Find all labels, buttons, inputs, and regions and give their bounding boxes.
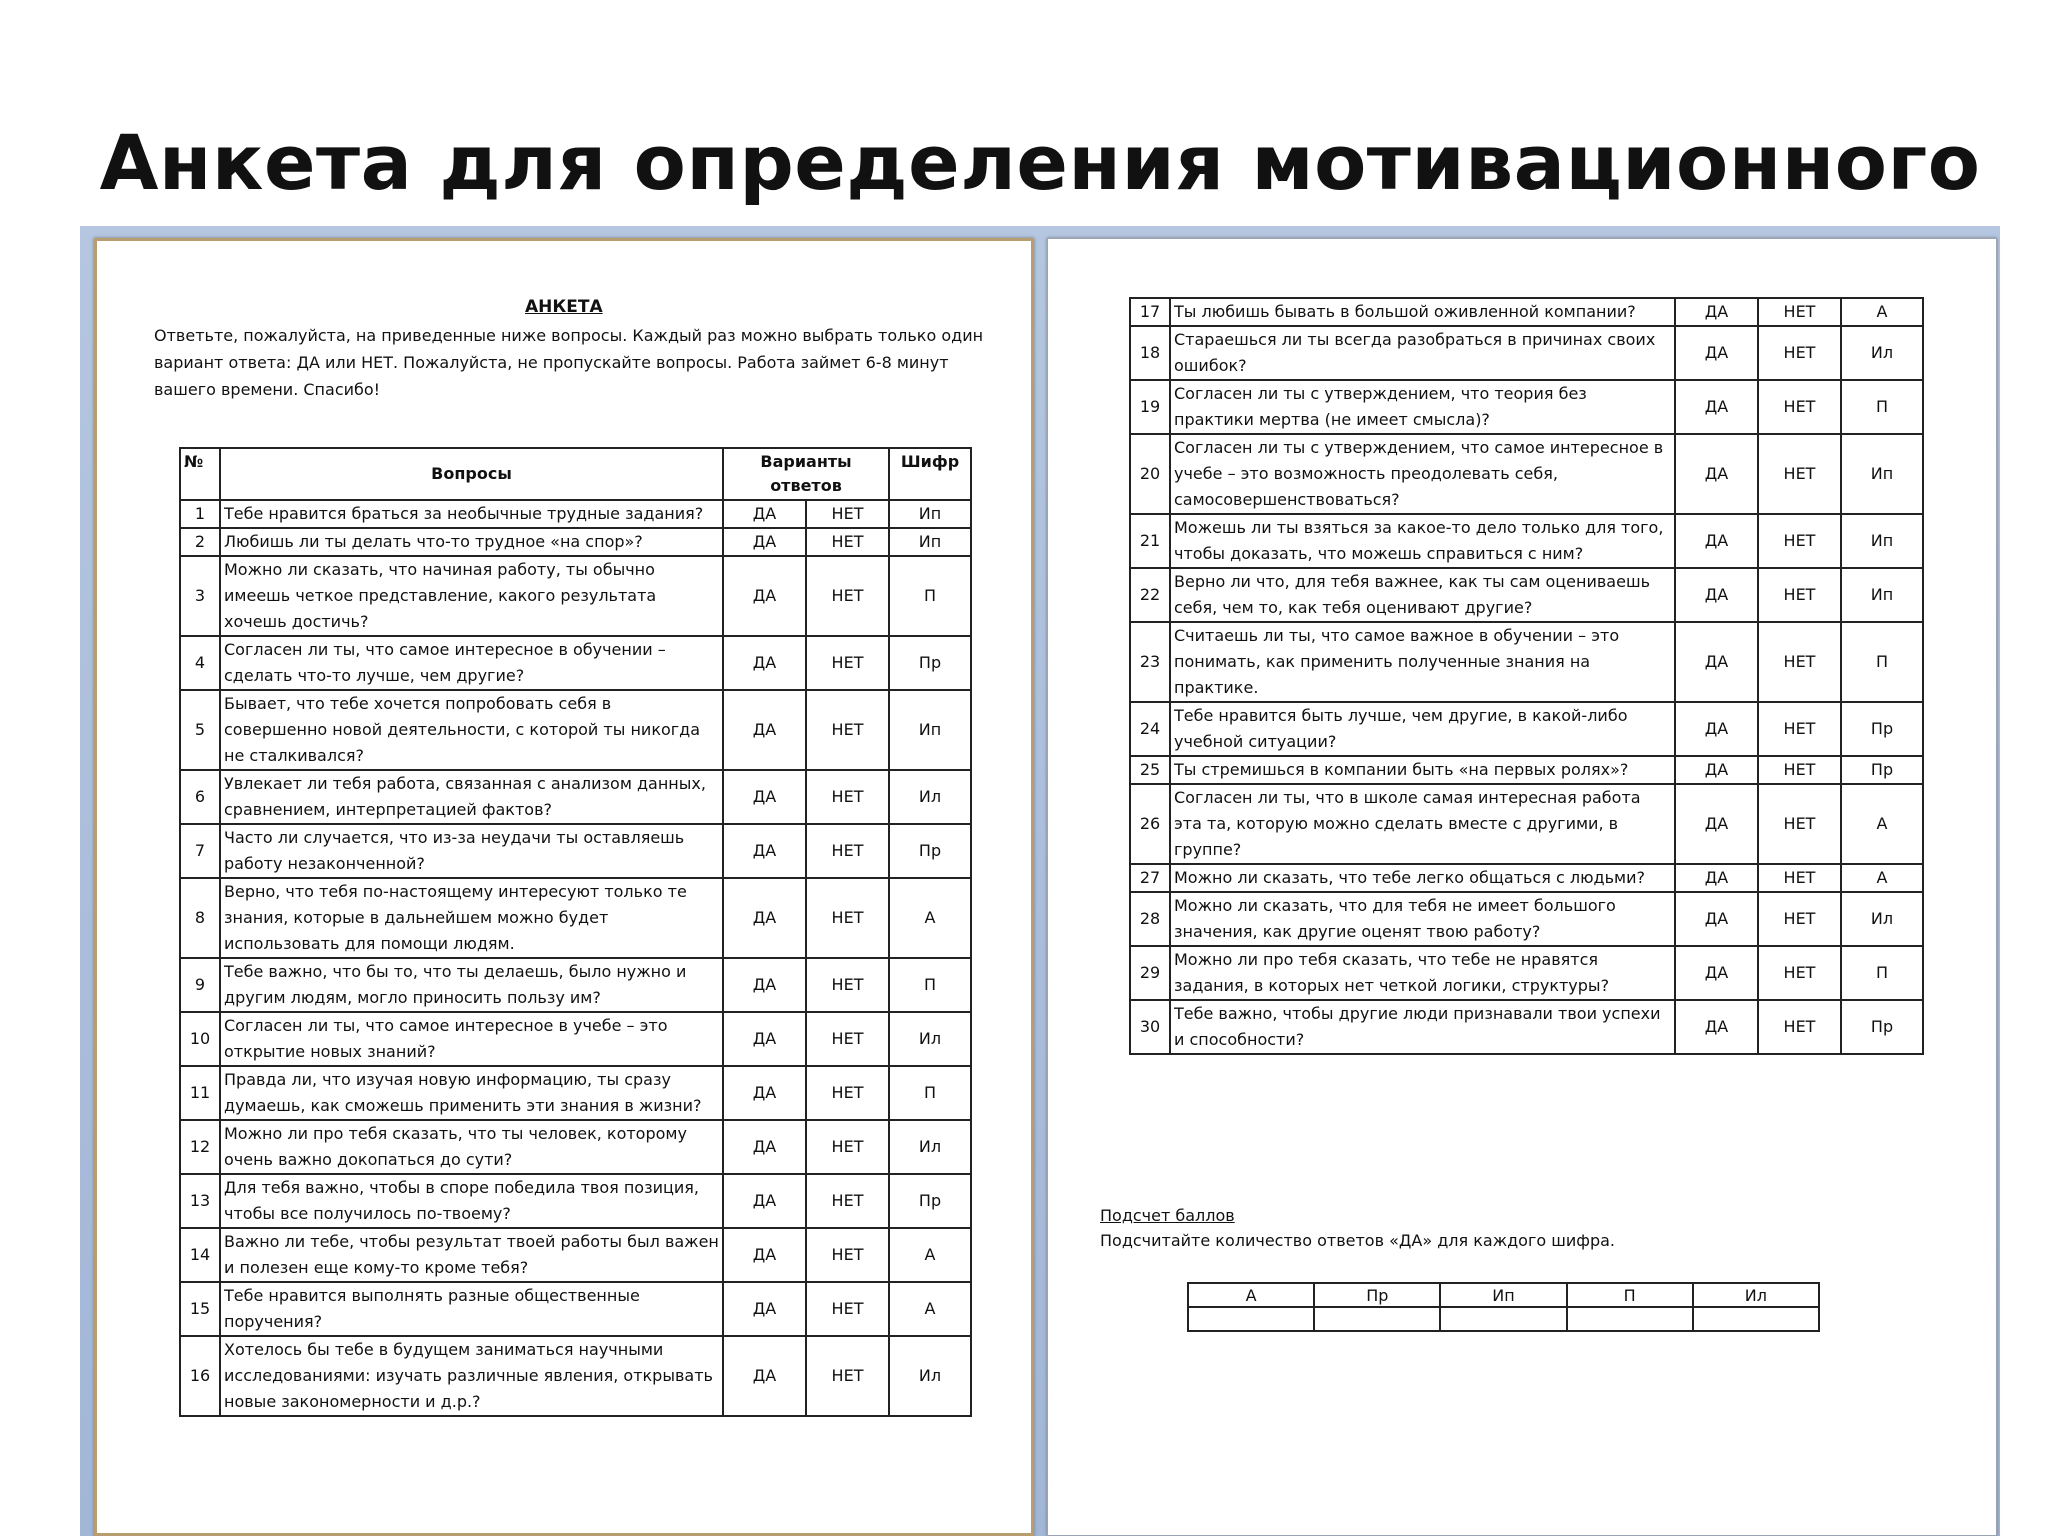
questions-body-right <box>1130 298 1923 1054</box>
answer-yes[interactable]: ДА <box>723 1066 806 1120</box>
question-number: 1 <box>180 500 220 528</box>
answer-yes[interactable]: ДА <box>723 636 806 690</box>
answer-yes[interactable]: ДА <box>723 690 806 770</box>
question-text: Ты стремишься в компании быть «на первых ролях»? <box>1170 756 1675 784</box>
question-text: Ты любишь бывать в большой оживленной компании? <box>1170 298 1675 326</box>
answer-no[interactable]: НЕТ <box>1758 784 1841 864</box>
answer-yes[interactable]: ДА <box>723 1282 806 1336</box>
question-row <box>180 958 971 1012</box>
question-code: П <box>1841 380 1923 434</box>
question-code: Пр <box>1841 1000 1923 1054</box>
question-row <box>180 690 971 770</box>
answer-yes[interactable]: ДА <box>1675 568 1758 622</box>
slide-title: Анкета для определения мотивационного <box>99 118 1981 207</box>
question-row <box>180 1336 971 1416</box>
answer-yes[interactable]: ДА <box>723 1228 806 1282</box>
answer-yes[interactable]: ДА <box>1675 946 1758 1000</box>
answer-no[interactable]: НЕТ <box>1758 622 1841 702</box>
scoring-code-cell: П <box>1567 1283 1693 1307</box>
question-number: 10 <box>180 1012 220 1066</box>
question-row <box>1130 434 1923 514</box>
answer-no[interactable]: НЕТ <box>806 1120 889 1174</box>
question-row <box>1130 326 1923 380</box>
answer-no[interactable]: НЕТ <box>806 1066 889 1120</box>
question-row <box>1130 622 1923 702</box>
question-number: 24 <box>1130 702 1170 756</box>
answer-yes[interactable]: ДА <box>1675 756 1758 784</box>
header-questions: Вопросы <box>220 448 723 500</box>
question-text: Часто ли случается, что из-за неудачи ты оставляешь работу незаконченной? <box>220 824 723 878</box>
question-text: Можно ли про тебя сказать, что тебе не нравятся задания, в которых нет четкой логики, структуры? <box>1170 946 1675 1000</box>
question-text: Бывает, что тебе хочется попробовать себя в совершенно новой деятельности, с которой ты никогда не сталкивался? <box>220 690 723 770</box>
answer-no[interactable]: НЕТ <box>1758 892 1841 946</box>
answer-yes[interactable]: ДА <box>723 878 806 958</box>
question-number: 20 <box>1130 434 1170 514</box>
answer-yes[interactable]: ДА <box>1675 622 1758 702</box>
answer-no[interactable]: НЕТ <box>806 556 889 636</box>
question-row <box>180 1174 971 1228</box>
question-text: Верно, что тебя по-настоящему интересуют только те знания, которые в дальнейшем можно будет использовать для помощи людям. <box>220 878 723 958</box>
answer-yes[interactable]: ДА <box>1675 380 1758 434</box>
question-code: Ил <box>889 1336 971 1416</box>
question-number: 7 <box>180 824 220 878</box>
question-text: Хотелось бы тебе в будущем заниматься научными исследованиями: изучать различные явления, открывать новые закономерности и д.р.? <box>220 1336 723 1416</box>
answer-no[interactable]: НЕТ <box>1758 946 1841 1000</box>
answer-no[interactable]: НЕТ <box>806 1174 889 1228</box>
answer-no[interactable]: НЕТ <box>1758 1000 1841 1054</box>
question-number: 26 <box>1130 784 1170 864</box>
answer-no[interactable]: НЕТ <box>1758 380 1841 434</box>
question-code: А <box>889 878 971 958</box>
question-number: 29 <box>1130 946 1170 1000</box>
answer-yes[interactable]: ДА <box>723 1120 806 1174</box>
answer-yes[interactable]: ДА <box>1675 864 1758 892</box>
question-code: А <box>889 1228 971 1282</box>
question-number: 21 <box>1130 514 1170 568</box>
question-text: Правда ли, что изучая новую информацию, ты сразу думаешь, как сможешь применить эти знания в жизни? <box>220 1066 723 1120</box>
question-code: П <box>889 1066 971 1120</box>
scoring-count-cell[interactable] <box>1567 1307 1693 1331</box>
question-row <box>180 1066 971 1120</box>
question-code: Пр <box>889 824 971 878</box>
question-number: 30 <box>1130 1000 1170 1054</box>
question-row <box>1130 568 1923 622</box>
question-code: Ил <box>889 1120 971 1174</box>
questionnaire-heading: АНКЕТА <box>525 297 603 317</box>
question-code: А <box>889 1282 971 1336</box>
question-number: 23 <box>1130 622 1170 702</box>
question-row <box>1130 892 1923 946</box>
question-number: 17 <box>1130 298 1170 326</box>
scoring-header-row <box>1188 1283 1819 1307</box>
question-text: Можно ли сказать, что начиная работу, ты обычно имеешь четкое представление, какого результата хочешь достичь? <box>220 556 723 636</box>
question-code: П <box>1841 946 1923 1000</box>
question-number: 19 <box>1130 380 1170 434</box>
question-number: 13 <box>180 1174 220 1228</box>
question-row <box>1130 380 1923 434</box>
scoring-code-cell: А <box>1188 1283 1314 1307</box>
question-number: 5 <box>180 690 220 770</box>
question-text: Тебе важно, чтобы другие люди признавали твои успехи и способности? <box>1170 1000 1675 1054</box>
question-text: Согласен ли ты, что самое интересное в учебе – это открытие новых знаний? <box>220 1012 723 1066</box>
answer-yes[interactable]: ДА <box>723 556 806 636</box>
question-code: А <box>1841 864 1923 892</box>
question-row <box>180 824 971 878</box>
question-number: 8 <box>180 878 220 958</box>
answer-no[interactable]: НЕТ <box>806 958 889 1012</box>
question-number: 27 <box>1130 864 1170 892</box>
question-text: Тебе нравится браться за необычные трудные задания? <box>220 500 723 528</box>
question-number: 18 <box>1130 326 1170 380</box>
question-text: Согласен ли ты с утверждением, что самое интересное в учебе – это возможность преодолевать себя, самосовершенствоваться? <box>1170 434 1675 514</box>
answer-no[interactable]: НЕТ <box>1758 702 1841 756</box>
question-row <box>1130 514 1923 568</box>
answer-yes[interactable]: ДА <box>1675 702 1758 756</box>
question-text: Важно ли тебе, чтобы результат твоей работы был важен и полезен еще кому-то кроме тебя? <box>220 1228 723 1282</box>
answer-yes[interactable]: ДА <box>723 1012 806 1066</box>
question-code: П <box>1841 622 1923 702</box>
question-row <box>180 500 971 528</box>
question-number: 9 <box>180 958 220 1012</box>
questionnaire-intro: Ответьте, пожалуйста, на приведенные ниже вопросы. Каждый раз можно выбрать только один вариант ответа: ДА или НЕТ. Пожалуйста, не пропускайте вопросы. Работа займет 6-8 минут вашего времени. Спасибо! <box>154 326 984 399</box>
question-number: 6 <box>180 770 220 824</box>
answer-no[interactable]: НЕТ <box>1758 756 1841 784</box>
question-text: Для тебя важно, чтобы в споре победила твоя позиция, чтобы все получилось по-твоему? <box>220 1174 723 1228</box>
answer-no[interactable]: НЕТ <box>1758 434 1841 514</box>
question-code: Ип <box>1841 514 1923 568</box>
question-number: 12 <box>180 1120 220 1174</box>
question-row <box>180 1012 971 1066</box>
question-number: 3 <box>180 556 220 636</box>
scoring-count-cell[interactable] <box>1188 1307 1314 1331</box>
question-text: Согласен ли ты, что в школе самая интересная работа эта та, которую можно сделать вместе с другими, в группе? <box>1170 784 1675 864</box>
header-answers: Варианты ответов <box>723 448 889 500</box>
scoring-count-cell[interactable] <box>1440 1307 1566 1331</box>
question-text: Согласен ли ты, что самое интересное в обучении – сделать что-то лучше, чем другие? <box>220 636 723 690</box>
question-text: Считаешь ли ты, что самое важное в обучении – это понимать, как применить полученные знания на практике. <box>1170 622 1675 702</box>
header-code: Шифр <box>889 448 971 500</box>
question-row <box>1130 946 1923 1000</box>
question-number: 22 <box>1130 568 1170 622</box>
scoring-count-cell[interactable] <box>1314 1307 1440 1331</box>
answer-no[interactable]: НЕТ <box>806 690 889 770</box>
answer-yes[interactable]: ДА <box>723 528 806 556</box>
question-row <box>1130 784 1923 864</box>
question-text: Можно ли сказать, что тебе легко общаться с людьми? <box>1170 864 1675 892</box>
answer-no[interactable]: НЕТ <box>806 1012 889 1066</box>
question-number: 15 <box>180 1282 220 1336</box>
question-code: Ил <box>1841 892 1923 946</box>
answer-yes[interactable]: ДА <box>1675 434 1758 514</box>
answer-no[interactable]: НЕТ <box>806 1336 889 1416</box>
question-row <box>180 770 971 824</box>
questions-table-right <box>1129 297 1924 1055</box>
answer-yes[interactable]: ДА <box>1675 514 1758 568</box>
scoring-code-cell: Ил <box>1693 1283 1819 1307</box>
answer-no[interactable]: НЕТ <box>1758 864 1841 892</box>
question-text: Согласен ли ты с утверждением, что теория без практики мертва (не имеет смысла)? <box>1170 380 1675 434</box>
question-number: 11 <box>180 1066 220 1120</box>
answer-no[interactable]: НЕТ <box>1758 514 1841 568</box>
answer-no[interactable]: НЕТ <box>806 528 889 556</box>
question-text: Тебе нравится быть лучше, чем другие, в какой-либо учебной ситуации? <box>1170 702 1675 756</box>
answer-yes[interactable]: ДА <box>723 958 806 1012</box>
question-text: Верно ли что, для тебя важнее, как ты сам оцениваешь себя, чем то, как тебя оценивают другие? <box>1170 568 1675 622</box>
question-row <box>1130 1000 1923 1054</box>
answer-no[interactable]: НЕТ <box>1758 326 1841 380</box>
scoring-title: Подсчет баллов <box>1100 1206 1235 1225</box>
questions-body-left <box>180 500 971 1416</box>
question-code: П <box>889 958 971 1012</box>
answer-no[interactable]: НЕТ <box>806 770 889 824</box>
question-code: Ип <box>889 528 971 556</box>
scoring-input-row <box>1188 1307 1819 1331</box>
answer-no[interactable]: НЕТ <box>806 636 889 690</box>
question-text: Можно ли сказать, что для тебя не имеет большого значения, как другие оценят твою работу? <box>1170 892 1675 946</box>
question-code: Ип <box>1841 568 1923 622</box>
answer-no[interactable]: НЕТ <box>1758 568 1841 622</box>
question-row <box>1130 702 1923 756</box>
scoring-code-cell: Ип <box>1440 1283 1566 1307</box>
answer-yes[interactable]: ДА <box>723 1174 806 1228</box>
question-code: Ип <box>1841 434 1923 514</box>
question-row <box>180 556 971 636</box>
answer-no[interactable]: НЕТ <box>1758 298 1841 326</box>
answer-yes[interactable]: ДА <box>723 1336 806 1416</box>
scoring-code-cell: Пр <box>1314 1283 1440 1307</box>
answer-no[interactable]: НЕТ <box>806 1282 889 1336</box>
table-header-row <box>180 448 971 500</box>
question-code: Пр <box>1841 756 1923 784</box>
question-row <box>180 1228 971 1282</box>
question-code: Пр <box>889 1174 971 1228</box>
question-number: 25 <box>1130 756 1170 784</box>
answer-no[interactable]: НЕТ <box>806 500 889 528</box>
question-text: Тебе нравится выполнять разные общественные поручения? <box>220 1282 723 1336</box>
header-number: № <box>180 448 220 500</box>
answer-yes[interactable]: ДА <box>1675 326 1758 380</box>
question-code: Ил <box>889 1012 971 1066</box>
question-text: Увлекает ли тебя работа, связанная с анализом данных, сравнением, интерпретацией фактов? <box>220 770 723 824</box>
answer-no[interactable]: НЕТ <box>806 824 889 878</box>
question-code: Ип <box>889 690 971 770</box>
answer-yes[interactable]: ДА <box>1675 784 1758 864</box>
question-number: 14 <box>180 1228 220 1282</box>
question-code: А <box>1841 784 1923 864</box>
question-code: Пр <box>889 636 971 690</box>
answer-no[interactable]: НЕТ <box>806 1228 889 1282</box>
question-number: 28 <box>1130 892 1170 946</box>
answer-yes[interactable]: ДА <box>723 824 806 878</box>
question-row <box>180 1282 971 1336</box>
question-row <box>180 878 971 958</box>
question-text: Тебе важно, что бы то, что ты делаешь, было нужно и другим людям, могло приносить пользу им? <box>220 958 723 1012</box>
question-code: Ил <box>1841 326 1923 380</box>
question-code: П <box>889 556 971 636</box>
question-row <box>1130 298 1923 326</box>
answer-yes[interactable]: ДА <box>1675 1000 1758 1054</box>
scoring-note: Подсчитайте количество ответов «ДА» для каждого шифра. <box>1100 1231 1615 1250</box>
answer-yes[interactable]: ДА <box>723 500 806 528</box>
answer-yes[interactable]: ДА <box>1675 892 1758 946</box>
question-row <box>1130 756 1923 784</box>
question-row <box>180 528 971 556</box>
question-row <box>180 1120 971 1174</box>
questions-table-left <box>179 447 972 1417</box>
question-text: Любишь ли ты делать что-то трудное «на спор»? <box>220 528 723 556</box>
scoring-count-cell[interactable] <box>1693 1307 1819 1331</box>
question-row <box>1130 864 1923 892</box>
question-code: А <box>1841 298 1923 326</box>
question-text: Можно ли про тебя сказать, что ты человек, которому очень важно докопаться до сути? <box>220 1120 723 1174</box>
answer-yes[interactable]: ДА <box>1675 298 1758 326</box>
answer-yes[interactable]: ДА <box>723 770 806 824</box>
question-code: Ип <box>889 500 971 528</box>
scoring-table <box>1187 1282 1820 1332</box>
question-row <box>180 636 971 690</box>
question-number: 4 <box>180 636 220 690</box>
question-text: Стараешься ли ты всегда разобраться в причинах своих ошибок? <box>1170 326 1675 380</box>
question-number: 16 <box>180 1336 220 1416</box>
question-code: Пр <box>1841 702 1923 756</box>
question-code: Ил <box>889 770 971 824</box>
question-number: 2 <box>180 528 220 556</box>
question-text: Можешь ли ты взяться за какое-то дело только для того, чтобы доказать, что можешь справиться с ним? <box>1170 514 1675 568</box>
answer-no[interactable]: НЕТ <box>806 878 889 958</box>
